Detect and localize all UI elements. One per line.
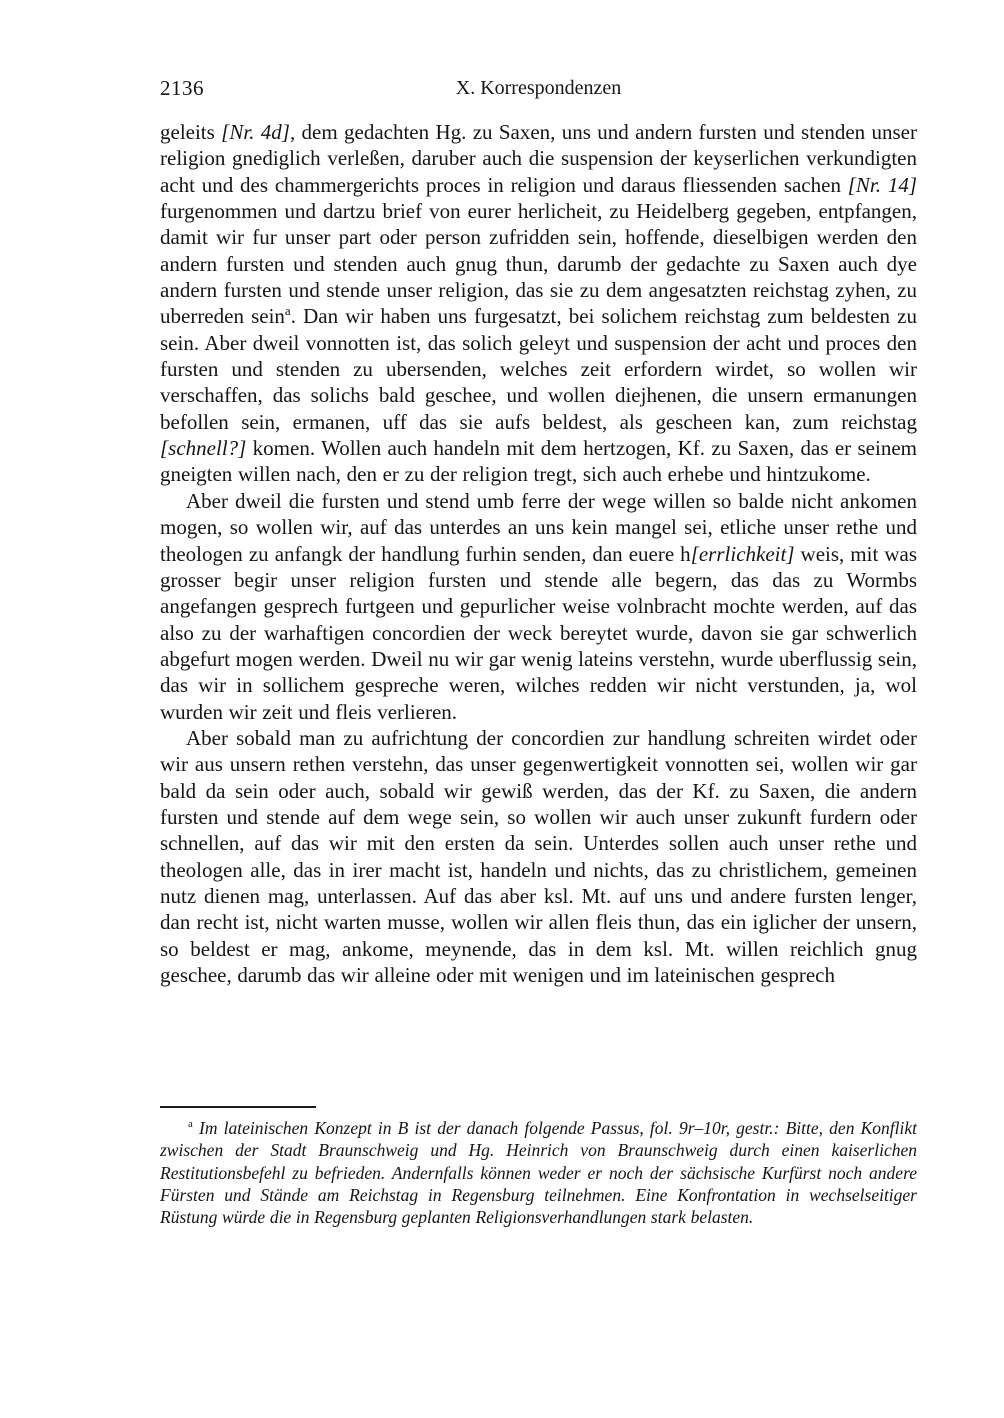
page-number: 2136 xyxy=(160,76,204,100)
footnote-section xyxy=(160,1106,917,1228)
footnote-separator-rule xyxy=(160,1106,316,1108)
running-header-title: X. Korrespondenzen xyxy=(455,77,622,99)
body-paragraph: geleits [Nr. 4d], dem gedachten Hg. zu Saxen, uns und andern fursten und stenden unser religion gnediglich verleßen, daruber auch die suspension der keyserlichen verkundigten acht und des chammergerichts proces in religion und daraus fliessenden sachen [Nr. 14] furgenommen und dartzu brief von eurer herlicheit, zu Heidelberg gegeben, entpfangen, damit wir fur unser part oder person zufridden sein, hoffende, dieselbigen werden den andern fursten und stenden auch gnug thun, darumb der gedachte zu Saxen auch dye andern fursten und stende unser religion, das sie zu dem angesatzten reichstag zyhen, zu uberreden sein$^a$. Dan wir haben uns furgesatzt, bei solichem reichstag zum beldesten zu sein. Aber dweil vonnotten ist, das solich geleyt und suspension der acht und proces den fursten und stenden zu ubersenden, welches zeit erfordern wirdet, so wollen wir verschaffen, das solichs bald geschee, und wollen diejhenen, die unsern ermanungen befollen sein, ermanen, uff das sie aufs beldest, als gescheen kan, zum reichstag [schnell?] komen. Wollen auch handeln mit dem hertzogen, Kf. zu Saxen, das er seinem gneigten willen nach, den er zu der religion tregt, sich auch erhebe und hintzukome. xyxy=(160,120,917,487)
running-head xyxy=(160,76,917,104)
main-text-block xyxy=(160,119,917,988)
footnote-text xyxy=(160,1117,917,1228)
footnote-marker: a xyxy=(188,1118,193,1131)
body-paragraph: Aber sobald man zu aufrichtung der concordien zur handlung schreiten wirdet oder wir aus unsern rethen verstehn, das unser gegenwertigkeit vonnotten sei, wollen wir gar bald da sein oder auch, sobald wir gewiß werden, das der Kf. zu Saxen, die andern fursten und stende auf dem wege sein, so wollen wir auch unser zukunft furdern oder schnellen, auf das wir mit den ersten da sein. Unterdes sollen auch unser rethe und theologen alle, das in irer macht ist, handeln und nichts, das zu christlichem, gemeinen nutz dienen mag, unterlassen. Auf das aber ksl. Mt. auf uns und andere fursten lenger, dan recht ist, nicht warten musse, wollen wir allen fleis thun, das ein iglicher der unsern, so beldest er mag, ankome, meynende, das in dem ksl. Mt. willen reichlich gnug geschee, darumb das wir alleine oder mit wenigen und im lateinischen gesprech xyxy=(160,725,917,987)
footnote-body: Im lateinischen Konzept in B ist der danach folgende Passus, fol. 9r–10r, gestr.: Bitte, den Konflikt zwischen der Stadt Braunschweig und Hg. Heinrich von Braunschweig durch einen kaiserlichen Restitutionsbefehl zu befrieden. Andernfalls können weder er noch der sächsische Kurfürst noch andere Fürsten und Stände am Reichstag in Regensburg teilnehmen. Eine Konfrontation in wechselseitiger Rüstung würde die in Regensburg geplanten Religionsverhandlungen stark belasten. xyxy=(160,1118,917,1228)
body-paragraph: Aber dweil die fursten und stend umb ferre der wege willen so balde nicht ankomen mogen, so wollen wir, auf das unterdes an uns kein mangel sei, etliche unser rethe und theologen zu anfangk der handlung furhin senden, dan euere h[errlichkeit] weis, mit was grosser begir unser religion fursten und stende alle begern, das das zu Wormbs angefangen gesprech furtgeen und gepurlicher weise volnbracht mochte werden, auf das also zu der warhaftigen concordien der weck bereytet wurde, davon sie gar schwerlich abgefurt mogen werden. Dweil nu wir gar wenig lateins verstehn, wurde uberflussig sein, das wir in sollichem gespreche weren, wilches redden wir nicht verstunden, ja, wol wurden wir zeit und fleis verlieren. xyxy=(160,488,917,724)
